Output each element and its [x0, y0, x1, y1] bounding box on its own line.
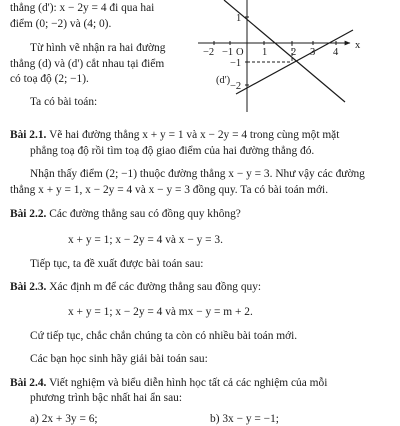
- paragraph-line: Các bạn học sinh hãy giải bài toán sau:: [30, 353, 208, 365]
- x-tick-label: 1: [262, 47, 268, 58]
- problem-2-1-text: Vẽ hai đường thẳng x + y = 1 và x − 2y = 4 trong cùng một mặt: [49, 129, 340, 141]
- x-tick-label: 2: [291, 47, 297, 58]
- problem-2-3-equations: x + y = 1; x − 2y = 4 và mx − y = m + 2.: [68, 306, 253, 318]
- intro-line-2: điểm (0; −2) và (4; 0).: [10, 18, 112, 30]
- problem-2-2-line-1: [10, 207, 241, 221]
- x-tick-label: −1: [222, 47, 234, 58]
- problem-2-3-title: Bài 2.3.: [10, 281, 47, 293]
- intro-line-4: thẳng (d) và (d') cắt nhau tại điểm: [10, 58, 165, 70]
- intro-line-1: thẳng (d'): x − 2y = 4 đi qua hai: [10, 2, 155, 14]
- y-tick-label: 1: [236, 13, 242, 24]
- x-tick-label: −2: [203, 47, 215, 58]
- paragraph-line: Nhận thấy điểm (2; −1) thuộc đường thẳng x − y = 3. Như vậy các đường: [30, 168, 365, 180]
- x-axis-label: x: [355, 40, 361, 51]
- x-tick-label: 4: [333, 47, 339, 58]
- line-label-d-prime: (d'): [216, 75, 231, 86]
- problem-2-3-line-1: [10, 280, 261, 294]
- problem-2-2-text: Các đường thẳng sau có đồng quy không?: [49, 208, 241, 220]
- problem-2-2-title: Bài 2.2.: [10, 208, 47, 220]
- problem-2-4-text: Viết nghiệm và biểu diễn hình học tất cả các nghiệm của mỗi: [49, 377, 328, 389]
- x-tick-label: 3: [310, 47, 316, 58]
- y-tick-label: −2: [230, 81, 242, 92]
- intro-line-5: có toạ độ (2; −1).: [10, 73, 89, 85]
- problem-2-2-equations: x + y = 1; x − 2y = 4 và x − y = 3.: [68, 234, 223, 246]
- problem-2-4-option-a: a) 2x + 3y = 6;: [30, 413, 98, 425]
- paragraph-line: thẳng x + y = 1, x − 2y = 4 và x − y = 3 đồng quy. Ta có bài toán mới.: [10, 184, 329, 196]
- intro-line-6: Ta có bài toán:: [30, 96, 98, 108]
- paragraph-line: Tiếp tục, ta đề xuất được bài toán sau:: [30, 258, 204, 270]
- problem-2-4-line-2: phương trình bậc nhất hai ẩn sau:: [30, 392, 183, 404]
- intro-line-3: Từ hình vẽ nhận ra hai đường: [30, 42, 166, 54]
- problem-2-4-title: Bài 2.4.: [10, 377, 47, 389]
- problem-2-1-line-2: phẳng toạ độ rồi tìm toạ độ giao điểm của hai đường thẳng đó.: [30, 145, 315, 157]
- origin-label: O: [236, 47, 244, 58]
- problem-2-4-line-1: [10, 376, 327, 390]
- y-tick-label: −1: [230, 58, 242, 69]
- problem-2-4-option-b: b) 3x − y = −1;: [210, 413, 279, 425]
- problem-2-1-title: Bài 2.1.: [10, 129, 47, 141]
- paragraph-line: Cứ tiếp tục, chắc chắn chúng ta còn có nhiều bài toán mới.: [30, 330, 298, 342]
- problem-2-3-text: Xác định m để các đường thẳng sau đồng quy:: [49, 281, 262, 293]
- problem-2-1-line-1: [10, 128, 339, 142]
